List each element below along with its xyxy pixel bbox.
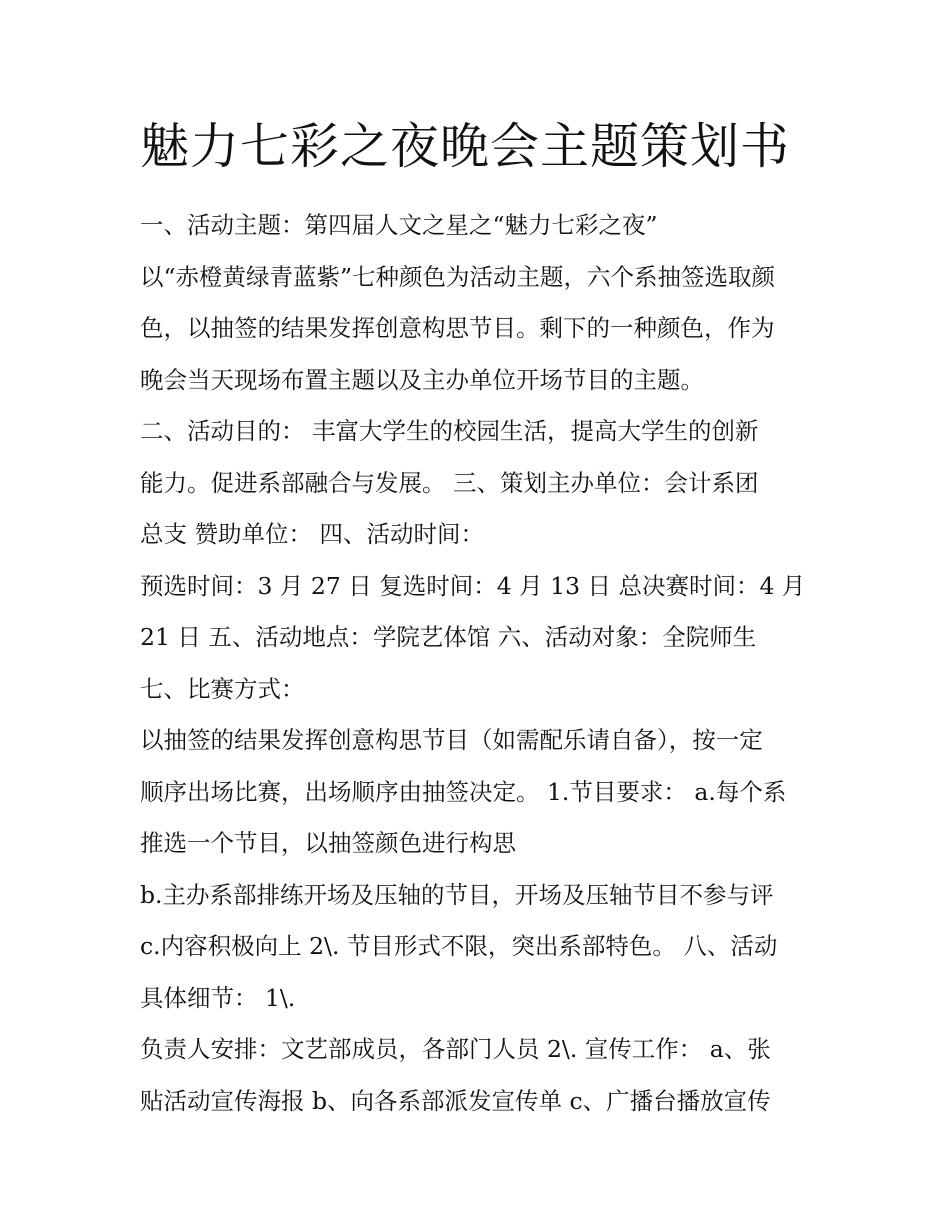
text-line: 以抽签的结果发挥创意构思节目（如需配乐请自备），按一定 xyxy=(140,726,763,754)
text-line: 负责人安排：文艺部成员，各部门人员 2\. 宣传工作： a、张 xyxy=(140,1035,771,1063)
document-body xyxy=(140,200,830,1127)
text-line: 总支 赞助单位： 四、活动时间： xyxy=(140,520,484,548)
text-line: c.内容积极向上 2\. 节目形式不限，突出系部特色。 八、活动 xyxy=(140,932,778,960)
text-line: 21 日 五、活动地点：学院艺体馆 六、活动对象：全院师生 xyxy=(140,623,757,651)
text-line: 一、活动主题：第四届人文之星之“魅力七彩之夜” xyxy=(140,211,658,239)
text-line: 七、比赛方式： xyxy=(140,674,305,703)
text-line: 顺序出场比赛，出场顺序由抽签决定。 1.节目要求： a.每个系 xyxy=(140,777,787,806)
text-line: 推选一个节目，以抽签颜色进行构思 xyxy=(140,829,516,857)
text-line: 具体细节： 1\. xyxy=(140,983,296,1012)
text-line: 二、活动目的： 丰富大学生的校园生活，提高大学生的创新 xyxy=(140,417,759,445)
text-line: 晚会当天现场布置主题以及主办单位开场节目的主题。 xyxy=(140,365,704,394)
text-line: 预选时间：3 月 27 日 复选时间：4 月 13 日 总决赛时间：4 月 xyxy=(140,571,806,600)
text-line: 贴活动宣传海报 b、向各系部派发宣传单 c、广播台播放宣传 xyxy=(140,1086,771,1115)
text-line: 能力。促进系部融合与发展。 三、策划主办单位：会计系团 xyxy=(140,468,759,497)
text-line: b.主办系部排练开场及压轴的节目，开场及压轴节目不参与评 xyxy=(140,880,774,909)
document-title: 魅力七彩之夜晚会主题策划书 xyxy=(140,118,791,175)
text-line: 色，以抽签的结果发挥创意构思节目。剩下的一种颜色，作为 xyxy=(140,314,775,342)
text-line: 以“赤橙黄绿青蓝紫”七种颜色为活动主题，六个系抽签选取颜 xyxy=(140,262,776,291)
